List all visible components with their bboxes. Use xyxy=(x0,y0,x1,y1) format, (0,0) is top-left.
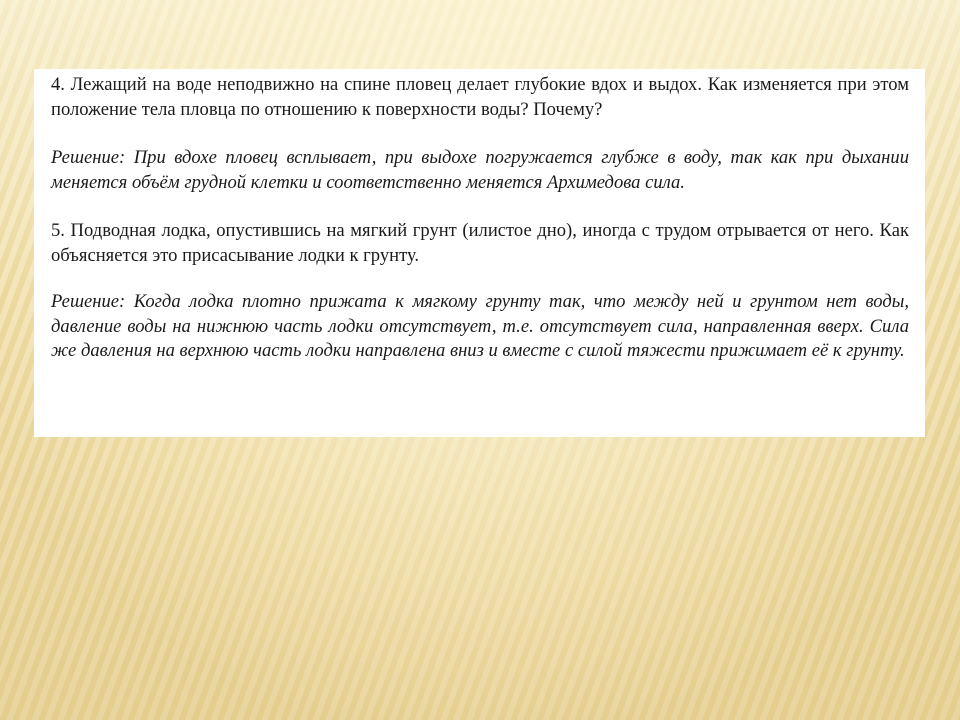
answer-4-text: Решение: При вдохе пловец всплывает, при выдохе погружается глубже в воду, так как при дыхании меняется объём грудной клетки и соответственно меняется Архимедова сила. xyxy=(51,147,909,193)
spacer xyxy=(51,195,909,219)
spacer xyxy=(51,268,909,290)
text-panel xyxy=(34,69,925,437)
answer-5-text: Решение: Когда лодка плотно прижата к мягкому грунту так, что между ней и грунтом нет воды, давление воды на нижнюю часть лодки отсутствует, т.е. отсутствует сила, направленная вверх. Сила же давления на верхнюю часть лодки направлена вниз и вместе с силой тяжести прижимает её к грунту. xyxy=(51,291,909,361)
spacer xyxy=(51,122,909,146)
question-4-text: 4. Лежащий на воде неподвижно на спине пловец делает глубокие вдох и выдох. Как изменяется при этом положение тела пловца по отношению к поверхности воды? Почему? xyxy=(51,74,909,120)
question-5-text: 5. Подводная лодка, опустившись на мягкий грунт (илистое дно), иногда с трудом отрывается от него. Как объясняется это присасывание лодки к грунту. xyxy=(51,220,909,266)
